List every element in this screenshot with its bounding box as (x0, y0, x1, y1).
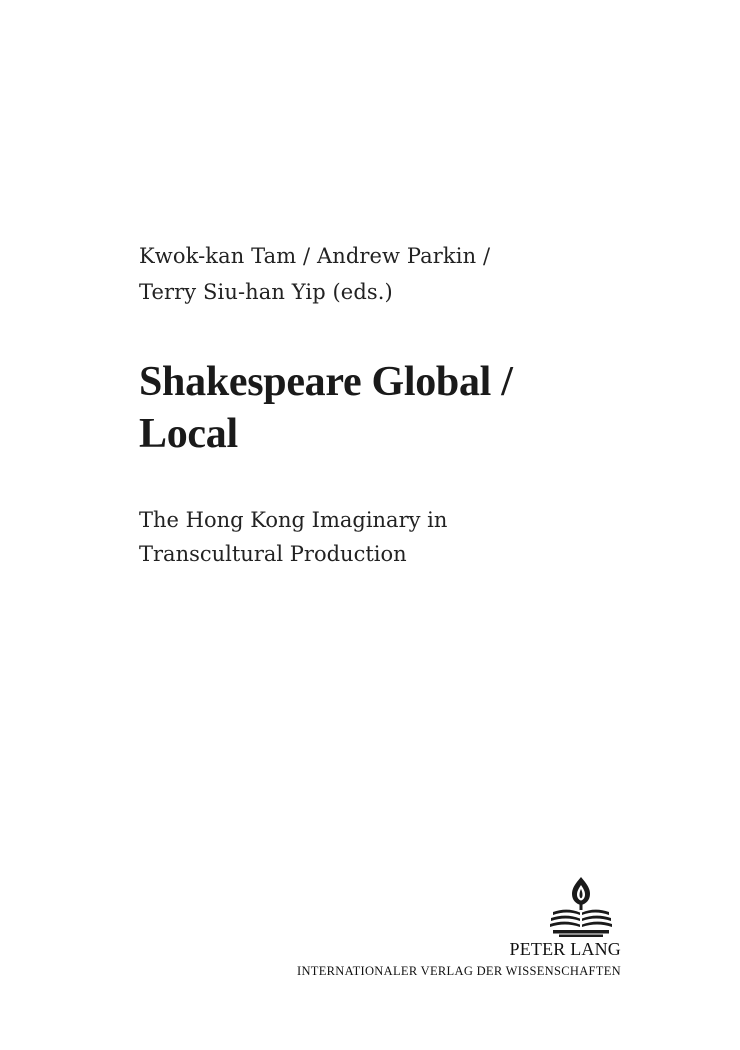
book-title (139, 356, 513, 460)
publisher-imprint: INTERNATIONALER VERLAG DER WISSENSCHAFTEN (297, 964, 621, 978)
editors-line-2: Terry Siu-han Yip (eds.) (139, 280, 393, 304)
editors-line-1: Kwok-kan Tam / Andrew Parkin / (139, 244, 491, 268)
editors-block (139, 238, 490, 310)
book-subtitle-line-2: Transcultural Production (139, 542, 407, 566)
book-title-line-1: Shakespeare Global / (139, 359, 513, 405)
book-subtitle (139, 503, 447, 571)
publisher-name: PETER LANG (509, 939, 621, 959)
peter-lang-logo-icon (549, 876, 613, 938)
book-title-line-2: Local (139, 411, 238, 457)
book-subtitle-line-1: The Hong Kong Imaginary in (139, 508, 448, 532)
